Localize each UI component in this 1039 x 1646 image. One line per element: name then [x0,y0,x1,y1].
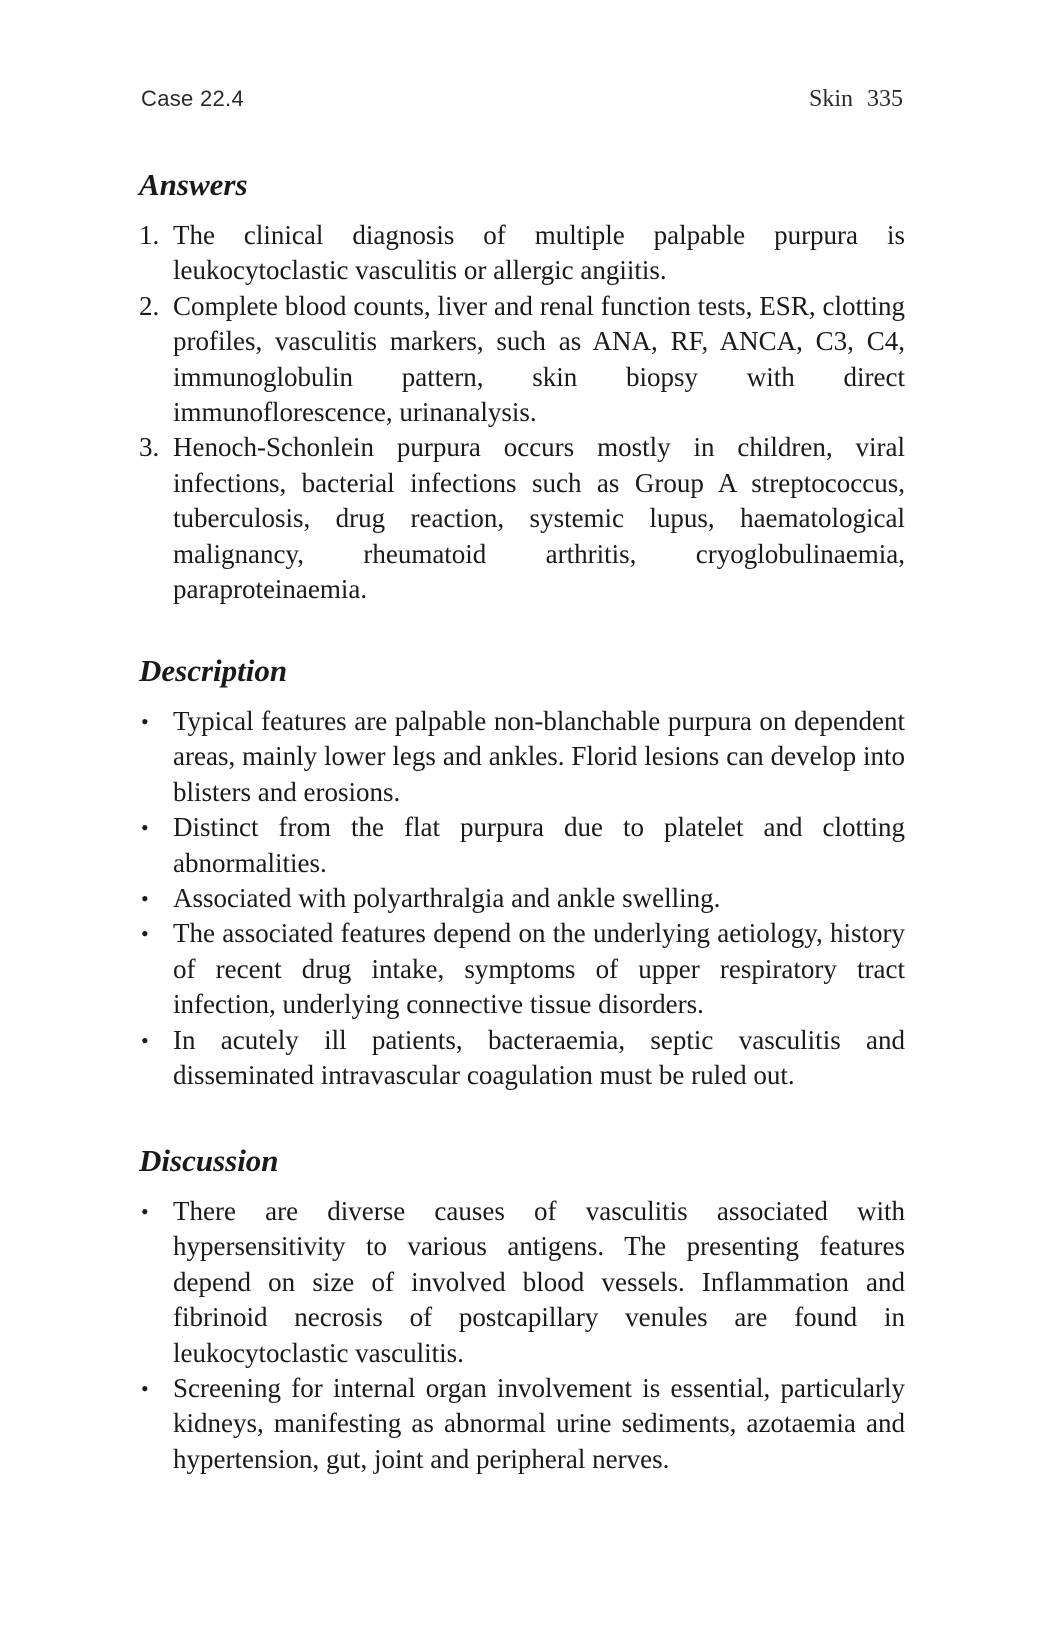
description-section [139,652,905,1093]
chapter-name: Skin [808,86,853,112]
description-text: In acutely ill patients, bacteraemia, septic vasculitis and disseminated intravascular coagulation must be ruled out. [173,1024,905,1091]
discussion-list [139,1194,905,1477]
bullet-icon: • [141,709,149,734]
running-head [141,86,903,118]
answers-heading: Answers [139,167,248,202]
answer-item [139,289,905,431]
answer-item [139,218,905,289]
discussion-heading: Discussion [139,1143,279,1178]
answer-text: Henoch-Schonlein purpura occurs mostly in children, viral infections, bacterial infections such as Group A streptococcus, tuberculosis, drug reaction, systemic lupus, haematological malignancy, rheumatoid arthritis, cryoglobulinaemia, paraproteinaemia. [173,432,905,605]
description-heading: Description [139,653,288,688]
discussion-text: There are diverse causes of vasculitis associated with hypersensitivity to various antigens. The presenting features depend on size of involved blood vessels. Inflammation and fibrinoid necrosis of postcapillary venules are found in leukocytoclastic vasculitis. [173,1196,905,1368]
description-list [139,704,905,1093]
answers-list [139,218,905,607]
description-text: Associated with polyarthralgia and ankle swelling. [173,883,721,914]
bullet-icon: • [141,1027,149,1053]
answer-text: The clinical diagnosis of multiple palpable purpura is leukocytoclastic vasculitis or allergic angiitis. [173,220,905,286]
answer-number: 2. [139,290,160,321]
answers-section [139,166,905,607]
answer-item [139,430,905,607]
bullet-icon: • [141,1199,149,1224]
description-item [139,916,905,1022]
answer-number: 3. [139,432,160,463]
description-item [139,704,905,810]
answer-text: Complete blood counts, liver and renal function tests, ESR, clotting profiles, vasculitis markers, such as ANA, RF, ANCA, C3, C4, immunoglobulin pattern, skin biopsy with direct immunoflorescence, urinanalysis. [173,290,905,428]
description-item [139,1023,905,1094]
discussion-item [139,1371,905,1477]
discussion-text: Screening for internal organ involvement is essential, particularly kidneys, manifesting as abnormal urine sediments, azotaemia and hypertension, gut, joint and peripheral nerves. [173,1373,905,1474]
bullet-icon: • [141,921,149,947]
bullet-icon: • [141,886,149,912]
case-number: Case 22.4 [141,86,244,111]
bullet-icon: • [141,815,149,841]
bullet-icon: • [141,1376,149,1402]
description-text: Distinct from the flat purpura due to platelet and clotting abnormalities. [173,812,905,878]
description-item [139,810,905,881]
answer-number: 1. [139,220,160,250]
discussion-item [139,1194,905,1371]
page-number: 335 [867,86,903,112]
chapter-page [809,86,903,113]
description-text: Typical features are palpable non-blanchable purpura on dependent areas, mainly lower legs and ankles. Florid lesions can develop into blisters and erosions. [173,706,905,807]
discussion-section [139,1142,905,1477]
description-text: The associated features depend on the underlying aetiology, history of recent drug intake, symptoms of upper respiratory tract infection, underlying connective tissue disorders. [173,918,905,1020]
description-item [139,881,905,916]
